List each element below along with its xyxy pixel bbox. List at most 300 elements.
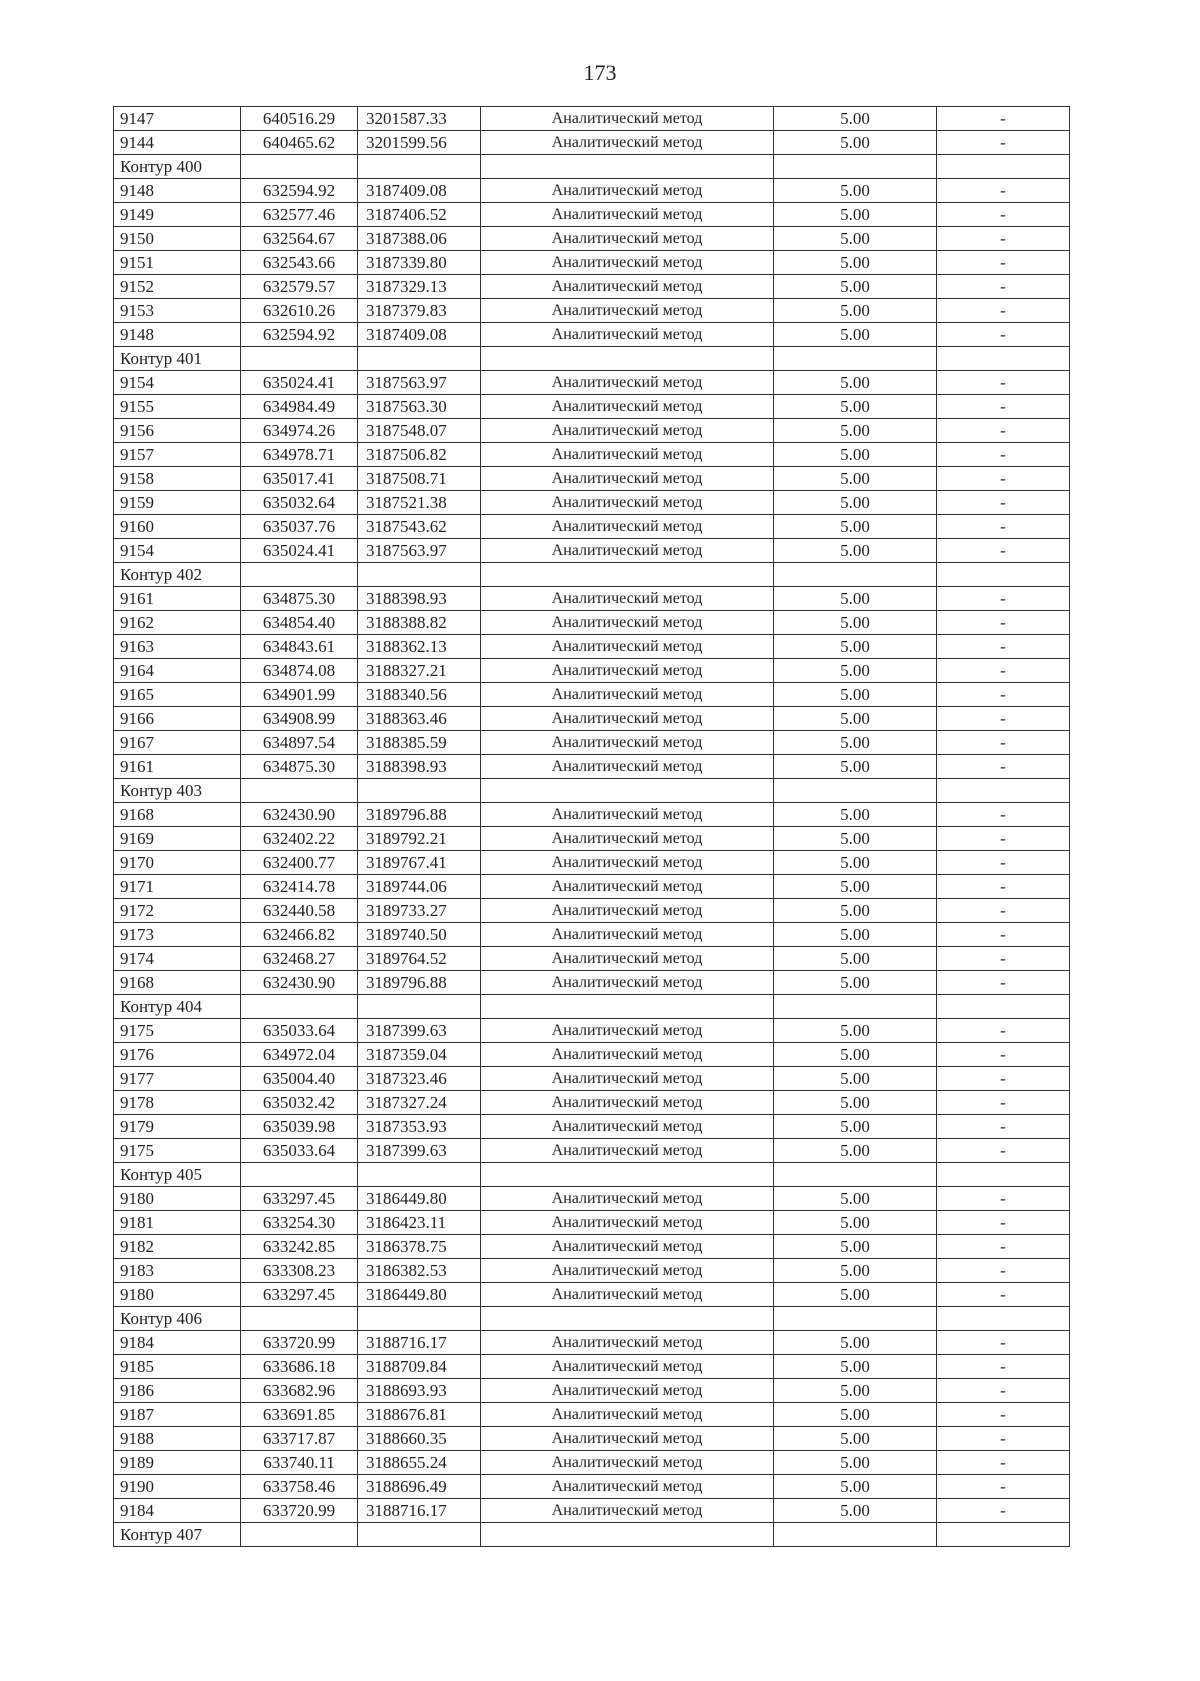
table-row [114,1235,1070,1259]
method-cell: Аналитический метод [481,803,774,827]
table-row [114,1211,1070,1235]
method-cell: Аналитический метод [481,1499,774,1523]
x-coordinate-cell: 635033.64 [241,1019,358,1043]
accuracy-cell: 5.00 [774,1211,937,1235]
method-cell: Аналитический метод [481,731,774,755]
point-number-cell: 9164 [114,659,241,683]
y-coordinate-cell: 3189767.41 [358,851,481,875]
description-cell: - [937,707,1070,731]
x-coordinate-cell: 635032.64 [241,491,358,515]
accuracy-cell: 5.00 [774,1259,937,1283]
accuracy-cell: 5.00 [774,755,937,779]
y-coordinate-cell: 3188327.21 [358,659,481,683]
x-coordinate-cell: 634901.99 [241,683,358,707]
table-row [114,419,1070,443]
accuracy-cell: 5.00 [774,323,937,347]
accuracy-cell: 5.00 [774,275,937,299]
description-cell: - [937,1115,1070,1139]
method-cell: Аналитический метод [481,683,774,707]
x-coordinate-cell: 632543.66 [241,251,358,275]
accuracy-cell: 5.00 [774,1403,937,1427]
empty-cell [241,347,358,371]
contour-row [114,779,1070,803]
accuracy-cell: 5.00 [774,107,937,131]
method-cell: Аналитический метод [481,251,774,275]
method-cell: Аналитический метод [481,1091,774,1115]
point-number-cell: 9160 [114,515,241,539]
method-cell: Аналитический метод [481,923,774,947]
method-cell: Аналитический метод [481,1187,774,1211]
table-row [114,659,1070,683]
accuracy-cell: 5.00 [774,1355,937,1379]
table-row [114,1403,1070,1427]
method-cell: Аналитический метод [481,371,774,395]
y-coordinate-cell: 3187329.13 [358,275,481,299]
method-cell: Аналитический метод [481,851,774,875]
coordinates-table-body [114,107,1070,1547]
method-cell: Аналитический метод [481,179,774,203]
y-coordinate-cell: 3189764.52 [358,947,481,971]
table-row [114,1115,1070,1139]
description-cell: - [937,1067,1070,1091]
empty-cell [481,1307,774,1331]
table-row [114,587,1070,611]
point-number-cell: 9183 [114,1259,241,1283]
description-cell: - [937,587,1070,611]
point-number-cell: 9163 [114,635,241,659]
x-coordinate-cell: 635033.64 [241,1139,358,1163]
empty-cell [481,155,774,179]
point-number-cell: 9166 [114,707,241,731]
empty-cell [358,155,481,179]
x-coordinate-cell: 635017.41 [241,467,358,491]
point-number-cell: 9178 [114,1091,241,1115]
table-row [114,539,1070,563]
empty-cell [937,155,1070,179]
method-cell: Аналитический метод [481,1331,774,1355]
table-row [114,1451,1070,1475]
accuracy-cell: 5.00 [774,1139,937,1163]
x-coordinate-cell: 632430.90 [241,803,358,827]
description-cell: - [937,947,1070,971]
description-cell: - [937,875,1070,899]
description-cell: - [937,611,1070,635]
accuracy-cell: 5.00 [774,659,937,683]
empty-cell [358,995,481,1019]
y-coordinate-cell: 3188362.13 [358,635,481,659]
x-coordinate-cell: 634875.30 [241,755,358,779]
accuracy-cell: 5.00 [774,1499,937,1523]
table-row [114,635,1070,659]
y-coordinate-cell: 3187409.08 [358,323,481,347]
x-coordinate-cell: 635039.98 [241,1115,358,1139]
method-cell: Аналитический метод [481,1451,774,1475]
x-coordinate-cell: 633254.30 [241,1211,358,1235]
x-coordinate-cell: 635032.42 [241,1091,358,1115]
description-cell: - [937,731,1070,755]
method-cell: Аналитический метод [481,947,774,971]
description-cell: - [937,1259,1070,1283]
table-row [114,1187,1070,1211]
table-row [114,1283,1070,1307]
y-coordinate-cell: 3189796.88 [358,803,481,827]
description-cell: - [937,203,1070,227]
description-cell: - [937,683,1070,707]
empty-cell [774,155,937,179]
y-coordinate-cell: 3187409.08 [358,179,481,203]
contour-label: Контур 405 [114,1163,241,1187]
description-cell: - [937,227,1070,251]
empty-cell [358,779,481,803]
table-row [114,1139,1070,1163]
x-coordinate-cell: 632414.78 [241,875,358,899]
y-coordinate-cell: 3188716.17 [358,1331,481,1355]
table-row [114,395,1070,419]
y-coordinate-cell: 3201599.56 [358,131,481,155]
x-coordinate-cell: 635037.76 [241,515,358,539]
y-coordinate-cell: 3187353.93 [358,1115,481,1139]
y-coordinate-cell: 3188398.93 [358,755,481,779]
table-row [114,275,1070,299]
point-number-cell: 9184 [114,1499,241,1523]
accuracy-cell: 5.00 [774,731,937,755]
contour-row [114,563,1070,587]
x-coordinate-cell: 632430.90 [241,971,358,995]
description-cell: - [937,899,1070,923]
contour-label: Контур 400 [114,155,241,179]
table-row [114,1427,1070,1451]
empty-cell [358,563,481,587]
accuracy-cell: 5.00 [774,971,937,995]
x-coordinate-cell: 632610.26 [241,299,358,323]
accuracy-cell: 5.00 [774,635,937,659]
description-cell: - [937,1499,1070,1523]
x-coordinate-cell: 633717.87 [241,1427,358,1451]
method-cell: Аналитический метод [481,1067,774,1091]
table-row [114,611,1070,635]
x-coordinate-cell: 633740.11 [241,1451,358,1475]
method-cell: Аналитический метод [481,611,774,635]
point-number-cell: 9173 [114,923,241,947]
method-cell: Аналитический метод [481,275,774,299]
point-number-cell: 9159 [114,491,241,515]
y-coordinate-cell: 3187339.80 [358,251,481,275]
accuracy-cell: 5.00 [774,251,937,275]
x-coordinate-cell: 640516.29 [241,107,358,131]
accuracy-cell: 5.00 [774,611,937,635]
table-row [114,683,1070,707]
x-coordinate-cell: 634978.71 [241,443,358,467]
contour-row [114,1163,1070,1187]
y-coordinate-cell: 3189740.50 [358,923,481,947]
description-cell: - [937,299,1070,323]
contour-label: Контур 407 [114,1523,241,1547]
empty-cell [241,155,358,179]
x-coordinate-cell: 632466.82 [241,923,358,947]
description-cell: - [937,419,1070,443]
y-coordinate-cell: 3189733.27 [358,899,481,923]
x-coordinate-cell: 632440.58 [241,899,358,923]
table-row [114,923,1070,947]
description-cell: - [937,1451,1070,1475]
table-row [114,971,1070,995]
x-coordinate-cell: 635024.41 [241,539,358,563]
empty-cell [241,995,358,1019]
point-number-cell: 9185 [114,1355,241,1379]
description-cell: - [937,1139,1070,1163]
x-coordinate-cell: 633691.85 [241,1403,358,1427]
accuracy-cell: 5.00 [774,587,937,611]
description-cell: - [937,467,1070,491]
table-row [114,707,1070,731]
empty-cell [241,1307,358,1331]
table-row [114,107,1070,131]
table-row [114,947,1070,971]
method-cell: Аналитический метод [481,107,774,131]
accuracy-cell: 5.00 [774,1283,937,1307]
description-cell: - [937,1355,1070,1379]
table-row [114,731,1070,755]
description-cell: - [937,443,1070,467]
y-coordinate-cell: 3186449.80 [358,1187,481,1211]
point-number-cell: 9186 [114,1379,241,1403]
method-cell: Аналитический метод [481,323,774,347]
empty-cell [481,1163,774,1187]
accuracy-cell: 5.00 [774,539,937,563]
description-cell: - [937,1019,1070,1043]
empty-cell [481,1523,774,1547]
y-coordinate-cell: 3188385.59 [358,731,481,755]
point-number-cell: 9168 [114,803,241,827]
contour-label: Контур 406 [114,1307,241,1331]
method-cell: Аналитический метод [481,875,774,899]
description-cell: - [937,179,1070,203]
table-row [114,443,1070,467]
table-row [114,467,1070,491]
y-coordinate-cell: 3187359.04 [358,1043,481,1067]
point-number-cell: 9148 [114,179,241,203]
x-coordinate-cell: 640465.62 [241,131,358,155]
point-number-cell: 9181 [114,1211,241,1235]
table-row [114,827,1070,851]
table-row [114,491,1070,515]
method-cell: Аналитический метод [481,1043,774,1067]
accuracy-cell: 5.00 [774,419,937,443]
y-coordinate-cell: 3187406.52 [358,203,481,227]
page-number: 173 [583,60,617,85]
empty-cell [937,563,1070,587]
contour-label: Контур 402 [114,563,241,587]
method-cell: Аналитический метод [481,203,774,227]
empty-cell [937,1523,1070,1547]
description-cell: - [937,827,1070,851]
empty-cell [241,1163,358,1187]
method-cell: Аналитический метод [481,299,774,323]
y-coordinate-cell: 3187399.63 [358,1019,481,1043]
method-cell: Аналитический метод [481,659,774,683]
y-coordinate-cell: 3187399.63 [358,1139,481,1163]
contour-row [114,347,1070,371]
contour-label: Контур 403 [114,779,241,803]
point-number-cell: 9182 [114,1235,241,1259]
point-number-cell: 9170 [114,851,241,875]
y-coordinate-cell: 3186449.80 [358,1283,481,1307]
method-cell: Аналитический метод [481,443,774,467]
x-coordinate-cell: 633297.45 [241,1283,358,1307]
empty-cell [937,779,1070,803]
accuracy-cell: 5.00 [774,683,937,707]
table-row [114,1475,1070,1499]
method-cell: Аналитический метод [481,1355,774,1379]
accuracy-cell: 5.00 [774,827,937,851]
y-coordinate-cell: 3187521.38 [358,491,481,515]
point-number-cell: 9165 [114,683,241,707]
y-coordinate-cell: 3187548.07 [358,419,481,443]
x-coordinate-cell: 633682.96 [241,1379,358,1403]
y-coordinate-cell: 3187327.24 [358,1091,481,1115]
empty-cell [481,995,774,1019]
point-number-cell: 9161 [114,587,241,611]
point-number-cell: 9171 [114,875,241,899]
description-cell: - [937,1427,1070,1451]
description-cell: - [937,1043,1070,1067]
table-row [114,227,1070,251]
description-cell: - [937,371,1070,395]
point-number-cell: 9144 [114,131,241,155]
y-coordinate-cell: 3189744.06 [358,875,481,899]
table-row [114,803,1070,827]
empty-cell [937,1307,1070,1331]
empty-cell [774,1307,937,1331]
y-coordinate-cell: 3187388.06 [358,227,481,251]
point-number-cell: 9177 [114,1067,241,1091]
y-coordinate-cell: 3187508.71 [358,467,481,491]
description-cell: - [937,1235,1070,1259]
x-coordinate-cell: 632594.92 [241,323,358,347]
point-number-cell: 9175 [114,1139,241,1163]
empty-cell [774,779,937,803]
empty-cell [358,1523,481,1547]
y-coordinate-cell: 3186423.11 [358,1211,481,1235]
y-coordinate-cell: 3188696.49 [358,1475,481,1499]
empty-cell [241,779,358,803]
accuracy-cell: 5.00 [774,179,937,203]
method-cell: Аналитический метод [481,131,774,155]
x-coordinate-cell: 634854.40 [241,611,358,635]
x-coordinate-cell: 633720.99 [241,1331,358,1355]
description-cell: - [937,515,1070,539]
description-cell: - [937,1475,1070,1499]
y-coordinate-cell: 3188676.81 [358,1403,481,1427]
table-row [114,131,1070,155]
table-row [114,1331,1070,1355]
point-number-cell: 9175 [114,1019,241,1043]
point-number-cell: 9172 [114,899,241,923]
method-cell: Аналитический метод [481,1427,774,1451]
point-number-cell: 9147 [114,107,241,131]
accuracy-cell: 5.00 [774,443,937,467]
table-row [114,251,1070,275]
empty-cell [774,1523,937,1547]
description-cell: - [937,635,1070,659]
y-coordinate-cell: 3187506.82 [358,443,481,467]
accuracy-cell: 5.00 [774,1235,937,1259]
accuracy-cell: 5.00 [774,1187,937,1211]
point-number-cell: 9157 [114,443,241,467]
method-cell: Аналитический метод [481,1379,774,1403]
method-cell: Аналитический метод [481,539,774,563]
accuracy-cell: 5.00 [774,299,937,323]
accuracy-cell: 5.00 [774,1475,937,1499]
empty-cell [774,1163,937,1187]
table-row [114,1019,1070,1043]
x-coordinate-cell: 634874.08 [241,659,358,683]
point-number-cell: 9151 [114,251,241,275]
point-number-cell: 9180 [114,1187,241,1211]
y-coordinate-cell: 3188388.82 [358,611,481,635]
method-cell: Аналитический метод [481,1475,774,1499]
point-number-cell: 9174 [114,947,241,971]
point-number-cell: 9152 [114,275,241,299]
accuracy-cell: 5.00 [774,131,937,155]
point-number-cell: 9154 [114,539,241,563]
y-coordinate-cell: 3188660.35 [358,1427,481,1451]
contour-row [114,1523,1070,1547]
method-cell: Аналитический метод [481,1019,774,1043]
description-cell: - [937,1403,1070,1427]
empty-cell [481,563,774,587]
method-cell: Аналитический метод [481,227,774,251]
accuracy-cell: 5.00 [774,1451,937,1475]
accuracy-cell: 5.00 [774,1019,937,1043]
point-number-cell: 9156 [114,419,241,443]
description-cell: - [937,1379,1070,1403]
description-cell: - [937,395,1070,419]
coordinates-table [113,106,1070,1547]
y-coordinate-cell: 3187563.97 [358,371,481,395]
accuracy-cell: 5.00 [774,707,937,731]
method-cell: Аналитический метод [481,827,774,851]
x-coordinate-cell: 634972.04 [241,1043,358,1067]
y-coordinate-cell: 3187563.97 [358,539,481,563]
contour-row [114,995,1070,1019]
x-coordinate-cell: 634908.99 [241,707,358,731]
table-row [114,179,1070,203]
y-coordinate-cell: 3188655.24 [358,1451,481,1475]
x-coordinate-cell: 633758.46 [241,1475,358,1499]
x-coordinate-cell: 634897.54 [241,731,358,755]
y-coordinate-cell: 3188693.93 [358,1379,481,1403]
method-cell: Аналитический метод [481,971,774,995]
x-coordinate-cell: 634984.49 [241,395,358,419]
y-coordinate-cell: 3187543.62 [358,515,481,539]
x-coordinate-cell: 635004.40 [241,1067,358,1091]
empty-cell [937,1163,1070,1187]
description-cell: - [937,851,1070,875]
table-row [114,1355,1070,1379]
table-row [114,1499,1070,1523]
description-cell: - [937,1187,1070,1211]
contour-label: Контур 401 [114,347,241,371]
y-coordinate-cell: 3187563.30 [358,395,481,419]
point-number-cell: 9161 [114,755,241,779]
accuracy-cell: 5.00 [774,1091,937,1115]
empty-cell [774,347,937,371]
description-cell: - [937,1211,1070,1235]
table-row [114,515,1070,539]
contour-row [114,1307,1070,1331]
method-cell: Аналитический метод [481,587,774,611]
